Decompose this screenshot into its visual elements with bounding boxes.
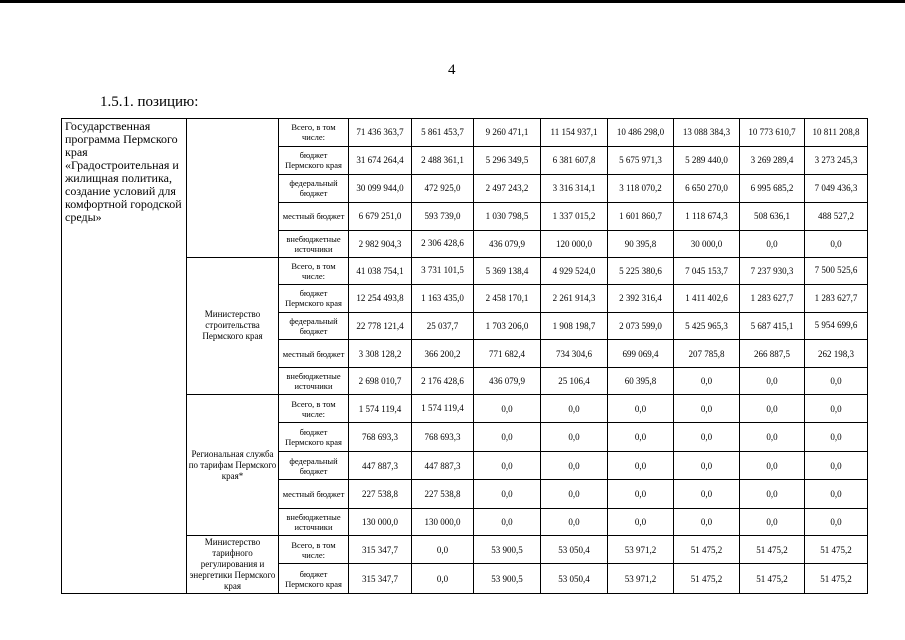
value-cell: 2 306 428,6 bbox=[412, 230, 474, 257]
value-cell: 7 500 525,6 bbox=[805, 257, 868, 284]
value-cell: 0,0 bbox=[740, 452, 805, 480]
value-cell: 2 073 599,0 bbox=[608, 312, 674, 340]
value-cell: 2 392 316,4 bbox=[608, 284, 674, 312]
value-cell: 436 079,9 bbox=[474, 230, 541, 257]
value-cell: 5 687 415,1 bbox=[740, 312, 805, 340]
value-cell: 10 486 298,0 bbox=[608, 119, 674, 147]
funding-source-cell: местный бюджет bbox=[279, 202, 349, 230]
value-cell: 2 458 170,1 bbox=[474, 284, 541, 312]
value-cell: 436 079,9 bbox=[474, 368, 541, 395]
value-cell: 0,0 bbox=[674, 423, 740, 452]
funding-source-cell: федеральный бюджет bbox=[279, 312, 349, 340]
value-cell: 0,0 bbox=[805, 480, 868, 509]
funding-source-cell: внебюджетные источники bbox=[279, 230, 349, 257]
value-cell: 1 601 860,7 bbox=[608, 202, 674, 230]
value-cell: 0,0 bbox=[608, 423, 674, 452]
value-cell: 0,0 bbox=[608, 509, 674, 536]
value-cell: 0,0 bbox=[608, 480, 674, 509]
funding-source-cell: федеральный бюджет bbox=[279, 452, 349, 480]
value-cell: 262 198,3 bbox=[805, 340, 868, 368]
funding-source-cell: Всего, в том числе: bbox=[279, 257, 349, 284]
value-cell: 0,0 bbox=[740, 230, 805, 257]
value-cell: 227 538,8 bbox=[349, 480, 412, 509]
value-cell: 51 475,2 bbox=[674, 536, 740, 564]
value-cell: 41 038 754,1 bbox=[349, 257, 412, 284]
funding-source-cell: бюджет Пермского края bbox=[279, 146, 349, 174]
value-cell: 0,0 bbox=[674, 395, 740, 423]
value-cell: 0,0 bbox=[412, 564, 474, 594]
value-cell: 4 929 524,0 bbox=[541, 257, 608, 284]
executor-cell: Министерство тарифного регулирования и энергетики Пермского края bbox=[187, 536, 279, 594]
value-cell: 53 900,5 bbox=[474, 536, 541, 564]
value-cell: 3 308 128,2 bbox=[349, 340, 412, 368]
value-cell: 0,0 bbox=[805, 395, 868, 423]
value-cell: 0,0 bbox=[740, 509, 805, 536]
value-cell: 53 971,2 bbox=[608, 564, 674, 594]
value-cell: 71 436 363,7 bbox=[349, 119, 412, 147]
funding-source-cell: Всего, в том числе: bbox=[279, 395, 349, 423]
value-cell: 0,0 bbox=[474, 509, 541, 536]
funding-source-cell: федеральный бюджет bbox=[279, 174, 349, 202]
value-cell: 30 099 944,0 bbox=[349, 174, 412, 202]
value-cell: 3 118 070,2 bbox=[608, 174, 674, 202]
value-cell: 207 785,8 bbox=[674, 340, 740, 368]
value-cell: 315 347,7 bbox=[349, 536, 412, 564]
value-cell: 5 954 699,6 bbox=[805, 312, 868, 340]
value-cell: 2 176 428,6 bbox=[412, 368, 474, 395]
value-cell: 0,0 bbox=[412, 536, 474, 564]
value-cell: 0,0 bbox=[740, 368, 805, 395]
value-cell: 0,0 bbox=[474, 480, 541, 509]
funding-source-cell: бюджет Пермского края bbox=[279, 564, 349, 594]
top-rule bbox=[0, 0, 905, 3]
value-cell: 130 000,0 bbox=[349, 509, 412, 536]
funding-source-cell: внебюджетные источники bbox=[279, 368, 349, 395]
value-cell: 7 237 930,3 bbox=[740, 257, 805, 284]
value-cell: 9 260 471,1 bbox=[474, 119, 541, 147]
value-cell: 1 030 798,5 bbox=[474, 202, 541, 230]
value-cell: 60 395,8 bbox=[608, 368, 674, 395]
program-title: Государственная программа Пермского края «Градостроительная и жилищная политика, создание условий для комфортной городской среды» bbox=[62, 119, 187, 594]
value-cell: 1 337 015,2 bbox=[541, 202, 608, 230]
funding-source-cell: Всего, в том числе: bbox=[279, 536, 349, 564]
value-cell: 1 574 119,4 bbox=[412, 395, 474, 423]
value-cell: 315 347,7 bbox=[349, 564, 412, 594]
executor-cell: Министерство строительства Пермского края bbox=[187, 257, 279, 395]
funding-source-cell: местный бюджет bbox=[279, 480, 349, 509]
value-cell: 0,0 bbox=[740, 480, 805, 509]
funding-source-cell: Всего, в том числе: bbox=[279, 119, 349, 147]
value-cell: 1 411 402,6 bbox=[674, 284, 740, 312]
page-number: 4 bbox=[448, 62, 456, 78]
value-cell: 12 254 493,8 bbox=[349, 284, 412, 312]
executor-cell bbox=[187, 119, 279, 258]
value-cell: 0,0 bbox=[474, 452, 541, 480]
value-cell: 1 908 198,7 bbox=[541, 312, 608, 340]
value-cell: 6 679 251,0 bbox=[349, 202, 412, 230]
funding-source-cell: внебюджетные источники bbox=[279, 509, 349, 536]
value-cell: 53 050,4 bbox=[541, 536, 608, 564]
value-cell: 699 069,4 bbox=[608, 340, 674, 368]
value-cell: 0,0 bbox=[740, 423, 805, 452]
value-cell: 6 381 607,8 bbox=[541, 146, 608, 174]
value-cell: 3 731 101,5 bbox=[412, 257, 474, 284]
value-cell: 2 488 361,1 bbox=[412, 146, 474, 174]
value-cell: 25 037,7 bbox=[412, 312, 474, 340]
value-cell: 0,0 bbox=[608, 395, 674, 423]
value-cell: 130 000,0 bbox=[412, 509, 474, 536]
value-cell: 5 369 138,4 bbox=[474, 257, 541, 284]
value-cell: 0,0 bbox=[541, 395, 608, 423]
value-cell: 734 304,6 bbox=[541, 340, 608, 368]
value-cell: 3 269 289,4 bbox=[740, 146, 805, 174]
value-cell: 5 425 965,3 bbox=[674, 312, 740, 340]
value-cell: 0,0 bbox=[805, 423, 868, 452]
value-cell: 1 283 627,7 bbox=[805, 284, 868, 312]
value-cell: 0,0 bbox=[805, 230, 868, 257]
value-cell: 7 049 436,3 bbox=[805, 174, 868, 202]
value-cell: 5 675 971,3 bbox=[608, 146, 674, 174]
value-cell: 5 861 453,7 bbox=[412, 119, 474, 147]
value-cell: 266 887,5 bbox=[740, 340, 805, 368]
table-row bbox=[62, 119, 868, 147]
value-cell: 0,0 bbox=[805, 452, 868, 480]
value-cell: 1 283 627,7 bbox=[740, 284, 805, 312]
funding-source-cell: бюджет Пермского края bbox=[279, 284, 349, 312]
value-cell: 593 739,0 bbox=[412, 202, 474, 230]
value-cell: 6 995 685,2 bbox=[740, 174, 805, 202]
funding-source-cell: бюджет Пермского края bbox=[279, 423, 349, 452]
value-cell: 1 574 119,4 bbox=[349, 395, 412, 423]
section-label: 1.5.1. позицию: bbox=[100, 94, 199, 110]
value-cell: 447 887,3 bbox=[349, 452, 412, 480]
value-cell: 0,0 bbox=[674, 368, 740, 395]
value-cell: 0,0 bbox=[541, 480, 608, 509]
value-cell: 0,0 bbox=[541, 452, 608, 480]
value-cell: 0,0 bbox=[541, 509, 608, 536]
value-cell: 2 497 243,2 bbox=[474, 174, 541, 202]
value-cell: 53 050,4 bbox=[541, 564, 608, 594]
value-cell: 2 698 010,7 bbox=[349, 368, 412, 395]
value-cell: 1 118 674,3 bbox=[674, 202, 740, 230]
value-cell: 30 000,0 bbox=[674, 230, 740, 257]
value-cell: 0,0 bbox=[805, 368, 868, 395]
value-cell: 0,0 bbox=[541, 423, 608, 452]
value-cell: 5 289 440,0 bbox=[674, 146, 740, 174]
value-cell: 366 200,2 bbox=[412, 340, 474, 368]
value-cell: 51 475,2 bbox=[740, 564, 805, 594]
value-cell: 0,0 bbox=[740, 395, 805, 423]
value-cell: 53 971,2 bbox=[608, 536, 674, 564]
value-cell: 227 538,8 bbox=[412, 480, 474, 509]
value-cell: 90 395,8 bbox=[608, 230, 674, 257]
value-cell: 51 475,2 bbox=[805, 564, 868, 594]
value-cell: 771 682,4 bbox=[474, 340, 541, 368]
value-cell: 31 674 264,4 bbox=[349, 146, 412, 174]
value-cell: 472 925,0 bbox=[412, 174, 474, 202]
value-cell: 11 154 937,1 bbox=[541, 119, 608, 147]
value-cell: 1 163 435,0 bbox=[412, 284, 474, 312]
value-cell: 53 900,5 bbox=[474, 564, 541, 594]
value-cell: 508 636,1 bbox=[740, 202, 805, 230]
value-cell: 0,0 bbox=[674, 509, 740, 536]
value-cell: 768 693,3 bbox=[349, 423, 412, 452]
value-cell: 0,0 bbox=[474, 423, 541, 452]
value-cell: 768 693,3 bbox=[412, 423, 474, 452]
value-cell: 0,0 bbox=[674, 452, 740, 480]
value-cell: 3 316 314,1 bbox=[541, 174, 608, 202]
value-cell: 6 650 270,0 bbox=[674, 174, 740, 202]
funding-table bbox=[61, 118, 868, 594]
value-cell: 5 225 380,6 bbox=[608, 257, 674, 284]
value-cell: 2 261 914,3 bbox=[541, 284, 608, 312]
value-cell: 488 527,2 bbox=[805, 202, 868, 230]
value-cell: 13 088 384,3 bbox=[674, 119, 740, 147]
value-cell: 0,0 bbox=[805, 509, 868, 536]
value-cell: 1 703 206,0 bbox=[474, 312, 541, 340]
value-cell: 5 296 349,5 bbox=[474, 146, 541, 174]
value-cell: 447 887,3 bbox=[412, 452, 474, 480]
value-cell: 10 773 610,7 bbox=[740, 119, 805, 147]
value-cell: 22 778 121,4 bbox=[349, 312, 412, 340]
value-cell: 0,0 bbox=[674, 480, 740, 509]
funding-source-cell: местный бюджет bbox=[279, 340, 349, 368]
executor-cell: Региональная служба по тарифам Пермского края* bbox=[187, 395, 279, 536]
value-cell: 0,0 bbox=[474, 395, 541, 423]
value-cell: 3 273 245,3 bbox=[805, 146, 868, 174]
value-cell: 0,0 bbox=[608, 452, 674, 480]
value-cell: 25 106,4 bbox=[541, 368, 608, 395]
value-cell: 51 475,2 bbox=[740, 536, 805, 564]
value-cell: 51 475,2 bbox=[674, 564, 740, 594]
value-cell: 10 811 208,8 bbox=[805, 119, 868, 147]
value-cell: 7 045 153,7 bbox=[674, 257, 740, 284]
value-cell: 51 475,2 bbox=[805, 536, 868, 564]
value-cell: 120 000,0 bbox=[541, 230, 608, 257]
value-cell: 2 982 904,3 bbox=[349, 230, 412, 257]
